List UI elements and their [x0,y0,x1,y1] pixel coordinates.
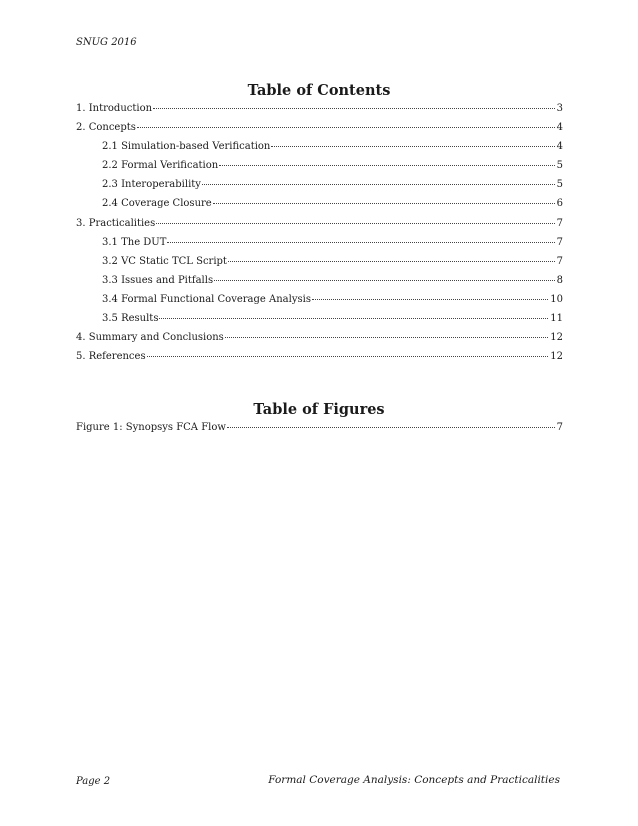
toc-entry-label: 2.2 Formal Verification [102,160,219,172]
dot-leader [228,261,555,262]
toc-entry[interactable] [76,237,563,256]
toc-entry-label: 2. Concepts [76,122,136,134]
toc-entry-page: 7 [556,236,563,248]
toc-entry[interactable] [76,179,563,198]
toc-entry-label: 2.3 Interoperability [102,179,201,191]
dot-leader [213,203,555,204]
toc-entry[interactable] [76,160,563,179]
dot-leader [312,299,548,300]
toc-entry-page: 10 [550,293,563,305]
toc-entry[interactable] [76,332,563,351]
toc-entry[interactable] [76,103,563,122]
toc-entry-label: 1. Introduction [76,103,153,114]
toc-entry-label: 5. References [76,351,146,363]
toc-entry[interactable] [76,198,563,217]
toc-entry-label: 2.4 Coverage Closure [102,198,212,210]
toc-entry-label: 3.2 VC Static TCL Script [102,255,227,267]
page-header: SNUG 2016 [76,37,137,48]
tof-list [76,422,563,441]
dot-leader [156,223,554,224]
dot-leader [225,337,548,338]
dot-leader [227,427,555,428]
toc-entry-page: 6 [556,198,563,210]
toc-entry-page: 4 [556,141,563,153]
tof-entry-label: Figure 1: Synopsys FCA Flow [76,422,226,433]
dot-leader [147,356,549,357]
document-title-footer: Formal Coverage Analysis: Concepts and Practicalities [268,774,560,786]
toc-entry[interactable] [76,141,563,160]
toc-entry-label: 3.5 Results [102,313,159,325]
toc-entry-page: 7 [556,255,563,267]
dot-leader [219,165,554,166]
toc-entry-label: 2.1 Simulation-based Verification [102,141,271,153]
toc-entry-label: 3.3 Issues and Pitfalls [102,274,214,286]
toc-entry-page: 3 [556,103,563,114]
toc-entry-page: 5 [556,160,563,172]
page-number-footer: Page 2 [76,776,111,787]
toc-entry-label: 3.1 The DUT [102,236,167,248]
toc-entry[interactable] [76,313,563,332]
toc-entry-label: 3. Practicalities [76,217,156,229]
dot-leader [159,318,548,319]
toc-title: Table of Contents [247,82,391,99]
tof-entry[interactable] [76,422,563,441]
toc-entry-page: 4 [556,122,563,134]
toc-entry-page: 8 [556,274,563,286]
dot-leader [153,108,555,109]
dot-leader [214,280,555,281]
toc-entry[interactable] [76,256,563,275]
toc-entry-label: 4. Summary and Conclusions [76,332,224,344]
toc-entry[interactable] [76,294,563,313]
toc-entry-page: 11 [550,313,563,325]
tof-entry-page: 7 [556,422,563,433]
toc-entry-page: 12 [550,351,563,363]
toc-entry[interactable] [76,351,563,370]
toc-entry-page: 12 [550,332,563,344]
toc-entry-page: 7 [556,217,563,229]
toc-entry[interactable] [76,275,563,294]
tof-title: Table of Figures [253,401,385,418]
toc-entry-page: 5 [556,179,563,191]
dot-leader [202,184,555,185]
toc-list [76,103,563,370]
toc-entry[interactable] [76,218,563,237]
dot-leader [137,127,555,128]
dot-leader [271,146,554,147]
dot-leader [167,242,554,243]
toc-entry[interactable] [76,122,563,141]
toc-entry-label: 3.4 Formal Functional Coverage Analysis [102,293,311,305]
